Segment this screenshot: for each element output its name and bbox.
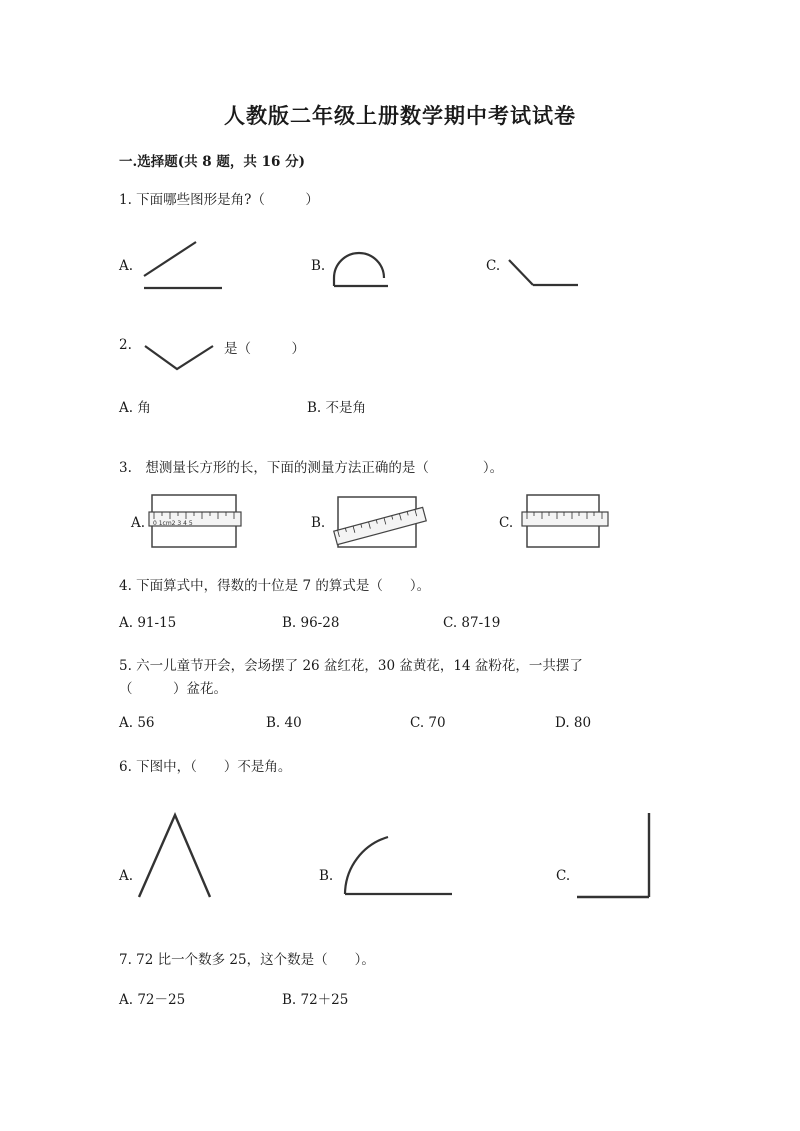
section-heading: 一.选择题(共 8 题，共 16 分) bbox=[119, 154, 305, 170]
q4-option-a[interactable]: A. 91-15 bbox=[119, 615, 177, 631]
q2-angle-figure-icon bbox=[141, 341, 221, 375]
q5-option-c[interactable]: C. 70 bbox=[410, 715, 446, 731]
q5-option-a[interactable]: A. 56 bbox=[119, 715, 155, 731]
q6-option-a[interactable]: A. bbox=[119, 868, 134, 884]
q1-figure-a-angle-icon bbox=[140, 236, 230, 296]
question-7-text: 7. 72 比一个数多 25，这个数是（ ）。 bbox=[119, 952, 375, 968]
q3-option-b[interactable]: B. bbox=[311, 515, 326, 531]
question-1-text: 1. 下面哪些图形是角?（ ） bbox=[119, 192, 319, 208]
q4-option-c[interactable]: C. 87-19 bbox=[443, 615, 501, 631]
q7-option-b[interactable]: B. 72＋25 bbox=[282, 992, 349, 1008]
q3-option-a[interactable]: A. bbox=[131, 515, 146, 531]
q1-figure-b-arc-icon bbox=[330, 250, 400, 295]
q1-option-b[interactable]: B. bbox=[311, 258, 326, 274]
q5-option-d[interactable]: D. 80 bbox=[555, 715, 592, 731]
q6-figure-b-arc-icon bbox=[340, 832, 460, 902]
q1-option-c[interactable]: C. bbox=[486, 258, 501, 274]
q1-figure-c-angle-icon bbox=[505, 256, 585, 296]
question-4-text: 4. 下面算式中，得数的十位是 7 的算式是（ ）。 bbox=[119, 578, 431, 594]
q6-figure-a-angle-icon bbox=[136, 810, 216, 902]
q7-option-a[interactable]: A. 72－25 bbox=[119, 992, 186, 1008]
q3-figure-c-ruler-icon bbox=[522, 492, 612, 550]
question-2-text: 是（ ） bbox=[224, 341, 305, 357]
q4-option-b[interactable]: B. 96-28 bbox=[282, 615, 340, 631]
question-2-number: 2. bbox=[119, 337, 132, 353]
question-5-line1: 5. 六一儿童节开会，会场摆了 26 盆红花，30 盆黄花，14 盆粉花，一共摆了 bbox=[119, 658, 583, 674]
q2-option-a[interactable]: A. 角 bbox=[119, 400, 151, 416]
q5-option-b[interactable]: B. 40 bbox=[266, 715, 302, 731]
question-6-text: 6. 下图中，（ ）不是角。 bbox=[119, 759, 292, 775]
q6-option-b[interactable]: B. bbox=[319, 868, 334, 884]
q3-option-c[interactable]: C. bbox=[499, 515, 514, 531]
q3-figure-b-ruler-icon bbox=[332, 492, 432, 552]
q3-figure-a-ruler-icon bbox=[149, 492, 244, 550]
page-title: 人教版二年级上册数学期中考试试卷 bbox=[224, 103, 576, 128]
q3-ruler-label-a: 0 1cm2 3 4 5 bbox=[153, 520, 193, 527]
question-5-line2: （ ）盆花。 bbox=[119, 681, 227, 697]
q1-option-a[interactable]: A. bbox=[119, 258, 134, 274]
q6-figure-c-angle-icon bbox=[574, 810, 656, 902]
q6-option-c[interactable]: C. bbox=[556, 868, 571, 884]
q2-option-b[interactable]: B. 不是角 bbox=[307, 400, 367, 416]
question-3-text: 3. 想测量长方形的长，下面的测量方法正确的是（ ）。 bbox=[119, 460, 504, 476]
